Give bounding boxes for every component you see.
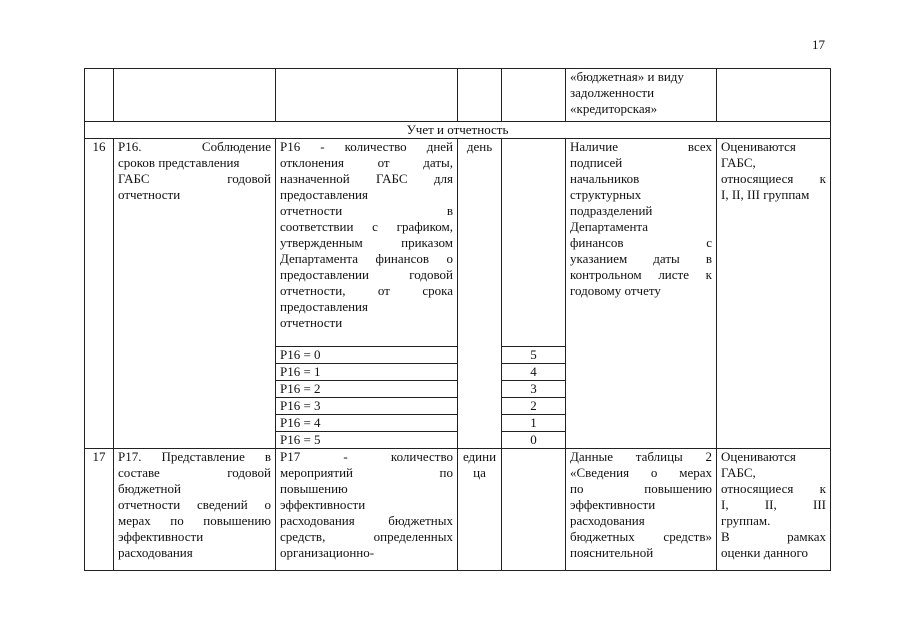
text-line: средств, определенных bbox=[280, 529, 453, 544]
cell-source-continuation bbox=[566, 69, 717, 122]
text-line: мероприятий по bbox=[280, 465, 453, 480]
text-line: подразделений bbox=[570, 203, 653, 218]
text-line: соответствии с графиком, bbox=[280, 219, 453, 234]
text-line: пояснительной bbox=[570, 545, 654, 560]
cell-empty bbox=[502, 449, 566, 571]
text-line: едини bbox=[462, 449, 497, 464]
text-line: I, II, III группам bbox=[721, 187, 810, 202]
data-source bbox=[566, 449, 717, 571]
text-line: бюджетных средств» bbox=[570, 529, 712, 544]
text-line: расходования бюджетных bbox=[280, 513, 453, 528]
text-line: предоставления bbox=[280, 187, 368, 202]
text-line: составе годовой bbox=[118, 465, 271, 480]
score-condition: Р16 = 1 bbox=[276, 364, 458, 381]
text-line: утвержденным приказом bbox=[280, 235, 453, 250]
note bbox=[717, 449, 831, 571]
text-line: Р16. Соблюдение bbox=[118, 139, 271, 154]
text-line: «Сведения о мерах bbox=[570, 465, 712, 480]
text-line: задолженности bbox=[570, 85, 655, 100]
text-line: оценки данного bbox=[721, 545, 809, 560]
text-line: повышению bbox=[280, 481, 348, 496]
text-line: Данные таблицы 2 bbox=[570, 449, 712, 464]
text-line: группам. bbox=[721, 513, 771, 528]
text-line: расходования bbox=[570, 513, 645, 528]
score-condition: Р16 = 3 bbox=[276, 398, 458, 415]
text-line: Р17 - количество bbox=[280, 449, 453, 464]
score-points: 5 bbox=[502, 347, 566, 364]
text-line: Департамента bbox=[570, 219, 649, 234]
cell-empty bbox=[458, 69, 502, 122]
indicator-formula bbox=[276, 139, 458, 347]
text-line: по повышению bbox=[570, 481, 712, 496]
cell-empty bbox=[276, 69, 458, 122]
indicator-name bbox=[114, 139, 276, 449]
table-row-continuation bbox=[85, 69, 831, 122]
text-line: ГАБС, bbox=[721, 465, 756, 480]
score-points: 4 bbox=[502, 364, 566, 381]
text-line: эффективности bbox=[570, 497, 656, 512]
score-condition: Р16 = 2 bbox=[276, 381, 458, 398]
unit: день bbox=[458, 139, 502, 449]
text-line: отчетности в bbox=[280, 203, 453, 218]
text-line: контрольном листе к bbox=[570, 267, 712, 282]
text-line: эффективности bbox=[280, 497, 366, 512]
indicator-name bbox=[114, 449, 276, 571]
text-line: предоставления bbox=[280, 299, 368, 314]
text-line: Департамента финансов о bbox=[280, 251, 453, 266]
score-points: 0 bbox=[502, 432, 566, 449]
score-condition: Р16 = 4 bbox=[276, 415, 458, 432]
text-line: отчетности bbox=[280, 315, 343, 330]
text-line: годовому отчету bbox=[570, 283, 661, 298]
text-line: указанием даты в bbox=[570, 251, 712, 266]
cell-empty bbox=[717, 69, 831, 122]
score-points: 1 bbox=[502, 415, 566, 432]
text-line: отклонения от даты, bbox=[280, 155, 453, 170]
cell-empty bbox=[85, 69, 114, 122]
text-line: мерах по повышению bbox=[118, 513, 271, 528]
score-condition: Р16 = 5 bbox=[276, 432, 458, 449]
text-line: Наличие всех bbox=[570, 139, 712, 154]
cell-empty bbox=[502, 69, 566, 122]
text-line: назначенной ГАБС для bbox=[280, 171, 453, 186]
text-line: сроков представления bbox=[118, 155, 240, 170]
text-line: структурных bbox=[570, 187, 642, 202]
text-line: В рамках bbox=[721, 529, 826, 544]
row-number: 16 bbox=[85, 139, 114, 449]
text-line: относящиеся к bbox=[721, 481, 826, 496]
section-header-row bbox=[85, 122, 831, 139]
section-title: Учет и отчетность bbox=[85, 122, 831, 139]
score-points: 3 bbox=[502, 381, 566, 398]
text-line: ГАБС, bbox=[721, 155, 756, 170]
score-points: 2 bbox=[502, 398, 566, 415]
text-line: расходования bbox=[118, 545, 193, 560]
row-number: 17 bbox=[85, 449, 114, 571]
unit bbox=[458, 449, 502, 571]
text-line: Р16 - количество дней bbox=[280, 139, 453, 154]
cell-empty bbox=[502, 139, 566, 347]
text-line: I, II, III bbox=[721, 497, 826, 512]
text-line: эффективности bbox=[118, 529, 204, 544]
note bbox=[717, 139, 831, 449]
text-line: ГАБС годовой bbox=[118, 171, 271, 186]
text-line: «бюджетная» и виду bbox=[570, 69, 684, 84]
text-line: отчетности bbox=[118, 187, 181, 202]
text-line: ца bbox=[473, 465, 486, 480]
text-line: организационно- bbox=[280, 545, 375, 560]
text-line: отчетности сведений о bbox=[118, 497, 271, 512]
text-line: отчетности, от срока bbox=[280, 283, 453, 298]
cell-empty bbox=[114, 69, 276, 122]
score-condition: Р16 = 0 bbox=[276, 347, 458, 364]
text-line: «кредиторская» bbox=[570, 101, 658, 116]
text-line: предоставлении годовой bbox=[280, 267, 453, 282]
text-line: начальников bbox=[570, 171, 640, 186]
table-row-17 bbox=[85, 449, 831, 571]
table-row-16 bbox=[85, 139, 831, 347]
indicator-formula bbox=[276, 449, 458, 571]
text-line: относящиеся к bbox=[721, 171, 826, 186]
page-number: 17 bbox=[812, 37, 825, 52]
indicators-table bbox=[84, 68, 831, 571]
data-source bbox=[566, 139, 717, 449]
text-line: Оцениваются bbox=[721, 449, 796, 464]
text-line: бюджетной bbox=[118, 481, 181, 496]
text-line: финансов с bbox=[570, 235, 712, 250]
text-line: Р17. Представление в bbox=[118, 449, 271, 464]
text-line: Оцениваются bbox=[721, 139, 796, 154]
text-line: подписей bbox=[570, 155, 623, 170]
